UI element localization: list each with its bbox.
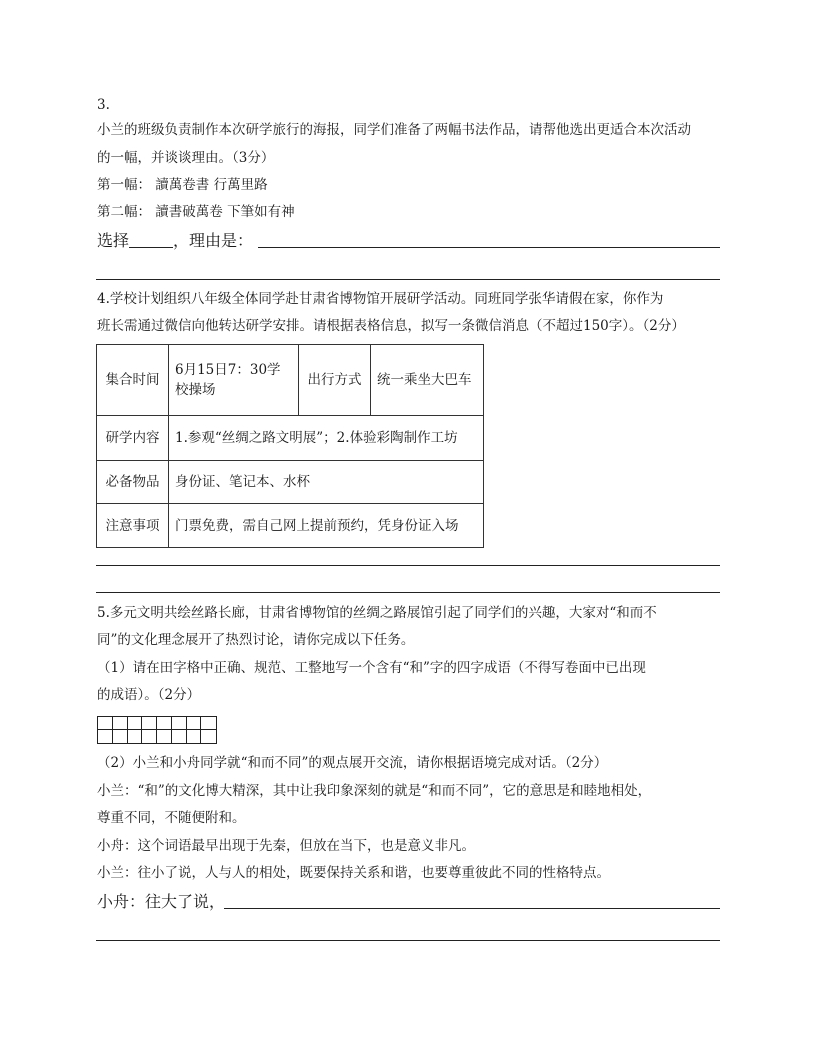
q3-prompt-line1: 小兰的班级负责制作本次研学旅行的海报，同学们准备了两幅书法作品，请帮他选出更适合本次活动 bbox=[97, 122, 691, 138]
q5-prompt-line2: 同”的文化理念展开了热烈讨论，请你完成以下任务。 bbox=[97, 632, 415, 648]
dialog-xiaolan-1-line1: 小兰：“和”的文化博大精深，其中让我印象深刻的就是“和而不同”，它的意思是和睦地相处， bbox=[97, 783, 652, 799]
q5-answer-underline-2[interactable] bbox=[96, 940, 720, 941]
q3-choice-blank[interactable] bbox=[129, 231, 173, 248]
table-row bbox=[97, 416, 484, 461]
q3-answer-line bbox=[97, 231, 253, 251]
q3-number: 3. bbox=[97, 97, 110, 113]
q5-sub1-line1: （1）请在田字格中正确、规范、工整地写一个含有“和”字的四字成语（不得写卷面中已出现 bbox=[97, 660, 646, 676]
table-label-travel: 出行方式 bbox=[299, 345, 371, 416]
table-value-items: 身份证、笔记本、水杯 bbox=[169, 461, 484, 504]
dialog-xiaozhou-2-prefix: 小舟：往大了说， bbox=[97, 892, 226, 911]
table-label-notice: 注意事项 bbox=[97, 504, 169, 548]
table-row bbox=[97, 504, 484, 548]
q3-answer-reason-label: ，理由是： bbox=[173, 231, 254, 250]
table-value-gather: 6月15日7：30学校操场 bbox=[169, 345, 299, 416]
table-label-gather: 集合时间 bbox=[97, 345, 169, 416]
table-label-content: 研学内容 bbox=[97, 416, 169, 461]
q4-answer-underline-1[interactable] bbox=[96, 565, 720, 566]
q4-prompt-line2: 班长需通过微信向他转达研学安排。请根据表格信息，拟写一条微信消息（不超过150字）。（2分） bbox=[97, 318, 685, 334]
table-row bbox=[97, 345, 484, 416]
q3-reason-underline-1[interactable] bbox=[258, 247, 720, 248]
table-value-travel: 统一乘坐大巴车 bbox=[371, 345, 484, 416]
q4-prompt-line1: 4.学校计划组织八年级全体同学赴甘肃省博物馆开展研学活动。同班同学张华请假在家，你作为 bbox=[97, 291, 664, 307]
q3-prompt-line2: 的一幅，并谈谈理由。（3分） bbox=[97, 150, 275, 166]
q5-answer-underline-1[interactable] bbox=[224, 908, 720, 909]
table-row bbox=[97, 461, 484, 504]
q3-reason-underline-2[interactable] bbox=[96, 279, 720, 280]
table-label-items: 必备物品 bbox=[97, 461, 169, 504]
dialog-xiaolan-2: 小兰：往小了说，人与人的相处，既要保持关系和谐，也要尊重彼此不同的性格特点。 bbox=[97, 865, 610, 881]
dialog-xiaolan-1-line2: 尊重不同，不随便附和。 bbox=[97, 810, 246, 826]
q4-info-table bbox=[96, 344, 484, 548]
q3-option-1: 第一幅： 讀萬卷書 行萬里路 bbox=[97, 177, 268, 193]
dialog-xiaozhou-1: 小舟：这个词语最早出现于先秦，但放在当下，也是意义非凡。 bbox=[97, 838, 475, 854]
q5-sub1-line2: 的成语）。（2分） bbox=[97, 687, 201, 703]
q5-prompt-line1: 5.多元文明共绘丝路长廊，甘肃省博物馆的丝绸之路展馆引起了同学们的兴趣，大家对“和而不 bbox=[97, 605, 657, 621]
q4-answer-underline-2[interactable] bbox=[96, 592, 720, 593]
table-value-content: 1.参观“丝绸之路文明展”；2.体验彩陶制作工坊 bbox=[169, 416, 484, 461]
q3-option-2: 第二幅： 讀書破萬卷 下筆如有神 bbox=[97, 204, 295, 220]
q3-answer-prefix: 选择 bbox=[97, 231, 130, 250]
table-value-notice: 门票免费，需自己网上提前预约，凭身份证入场 bbox=[169, 504, 484, 548]
tianzige-writing-grid[interactable] bbox=[97, 716, 217, 744]
q5-sub2-prompt: （2）小兰和小舟同学就“和而不同”的观点展开交流，请你根据语境完成对话。（2分） bbox=[97, 755, 608, 771]
